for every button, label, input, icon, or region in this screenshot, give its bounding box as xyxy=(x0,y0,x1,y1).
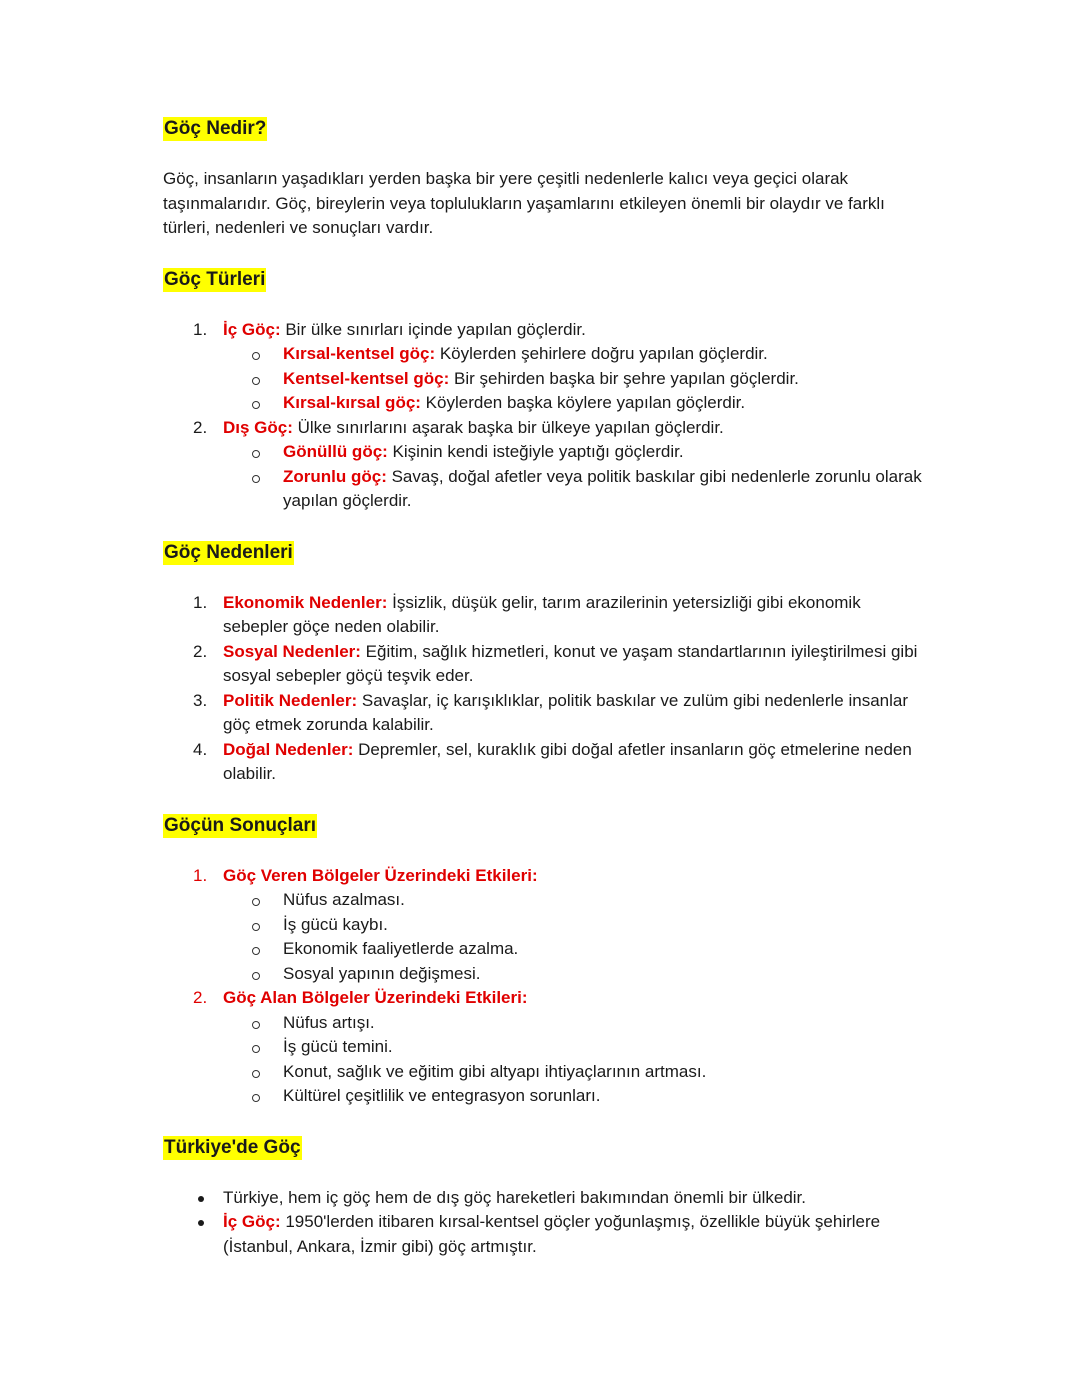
list-item xyxy=(163,640,923,689)
sub-list-item xyxy=(163,367,923,392)
section-heading-gocun-sonuclari: Göçün Sonuçları xyxy=(164,814,317,836)
term-description: Bir ülke sınırları içinde yapılan göçlerdir. xyxy=(280,319,586,339)
sub-list-item xyxy=(163,440,923,465)
term-label: Politik Nedenler: xyxy=(223,690,358,710)
list-item xyxy=(163,864,923,987)
term-label: Gönüllü göç: xyxy=(283,442,388,461)
term-description: Köylerden başka köylere yapılan göçlerdir. xyxy=(420,393,746,412)
circle-bullet-icon xyxy=(252,923,260,931)
sub-list-item xyxy=(163,342,923,367)
term-description: Bir şehirden başka bir şehre yapılan göçlerdir. xyxy=(449,368,799,388)
list-item xyxy=(163,1186,923,1211)
list-number: 4. xyxy=(193,739,208,759)
term-label: Göç Veren Bölgeler Üzerindeki Etkileri: xyxy=(223,865,538,885)
sub-list xyxy=(223,1011,923,1109)
sub-list-item xyxy=(163,1011,923,1036)
list-number: 1. xyxy=(193,592,208,612)
list-number: 1. xyxy=(193,319,208,339)
section-heading-goc-turleri: Göç Türleri xyxy=(164,268,266,290)
intro-paragraph: Göç, insanların yaşadıkları yerden başka bir yere çeşitli nedenlerle kalıcı veya geçici olarak taşınmalarıdır. Göç, bireylerin veya toplulukların yaşamlarını etkileyen önemli bir olaydır ve farklı türleri, nedenleri ve sonuçları vardır. xyxy=(163,169,885,237)
term-label: Sosyal Nedenler: xyxy=(223,641,361,661)
sub-item-text: İş gücü kaybı. xyxy=(283,914,388,934)
term-label: Göç Alan Bölgeler Üzerindeki Etkileri: xyxy=(223,988,528,1007)
term-description: 1950'lerden itibaren kırsal-kentsel göçler yoğunlaşmış, özellikle büyük şehirlere (İstanbul, Ankara, İzmir gibi) göç artmıştır. xyxy=(223,1212,881,1256)
sub-list-item xyxy=(163,1060,923,1085)
sub-list-item xyxy=(163,391,923,416)
section-heading-goc-nedir: Göç Nedir? xyxy=(164,118,267,139)
term-description: Depremler, sel, kuraklık gibi doğal afetler insanların göç etmelerine neden olabilir. xyxy=(223,739,912,783)
term-label: Dış Göç: xyxy=(223,417,293,437)
list-item xyxy=(163,986,923,1109)
list-item xyxy=(163,591,923,640)
circle-bullet-icon xyxy=(252,1094,260,1102)
list-item xyxy=(163,318,923,416)
sub-list-item xyxy=(163,1084,923,1109)
list-number: 2. xyxy=(193,641,208,661)
term-label: Zorunlu göç: xyxy=(283,466,387,486)
term-description: Türkiye, hem iç göç hem de dış göç hareketleri bakımından önemli bir ülkedir. xyxy=(223,1187,806,1207)
term-description: Kişinin kendi isteğiyle yaptığı göçlerdir. xyxy=(387,442,684,461)
circle-bullet-icon xyxy=(252,898,260,906)
section-heading-goc-nedenleri: Göç Nedenleri xyxy=(164,541,293,563)
list-number: 2. xyxy=(193,988,208,1007)
sub-item-text: Sosyal yapının değişmesi. xyxy=(283,963,481,983)
sub-item-text: Kültürel çeşitlilik ve entegrasyon sorunları. xyxy=(283,1086,601,1105)
term-label: Ekonomik Nedenler: xyxy=(223,592,388,612)
sub-item-text: Nüfus artışı. xyxy=(283,1012,375,1032)
term-label: Kırsal-kırsal göç: xyxy=(283,393,421,412)
term-description: Köylerden şehirlere doğru yapılan göçlerdir. xyxy=(435,344,768,363)
list-item xyxy=(163,689,923,738)
sub-item-text: Ekonomik faaliyetlerde azalma. xyxy=(283,939,519,958)
document-content xyxy=(163,117,923,1259)
sub-list xyxy=(223,440,923,514)
term-description: Savaşlar, iç karışıklıklar, politik baskılar ve zulüm gibi nedenlerle insanlar göç etmek zorunda kalabilir. xyxy=(223,690,908,734)
sub-list-item xyxy=(163,465,923,514)
list-number: 1. xyxy=(193,865,208,885)
bullet-icon xyxy=(198,1196,204,1202)
circle-bullet-icon xyxy=(252,1045,260,1053)
term-description: Eğitim, sağlık hizmetleri, konut ve yaşam standartlarının iyileştirilmesi gibi sosyal sebepler göçü teşvik eder. xyxy=(223,641,918,685)
circle-bullet-icon xyxy=(252,972,260,980)
term-label: İç Göç: xyxy=(223,1212,281,1231)
term-label: Doğal Nedenler: xyxy=(223,739,354,759)
list-item xyxy=(163,1210,923,1259)
circle-bullet-icon xyxy=(252,1070,260,1078)
gocun-sonuclari-list xyxy=(163,864,923,1109)
sub-list-item xyxy=(163,888,923,913)
bullet-icon xyxy=(198,1220,204,1226)
list-item xyxy=(163,416,923,514)
term-label: İç Göç: xyxy=(223,319,281,339)
sub-list-item xyxy=(163,913,923,938)
sub-item-text: İş gücü temini. xyxy=(283,1037,393,1056)
list-number: 3. xyxy=(193,690,208,710)
list-item xyxy=(163,738,923,787)
term-description: İşsizlik, düşük gelir, tarım arazilerinin yetersizliği gibi ekonomik sebepler göçe neden olabilir. xyxy=(223,592,861,636)
goc-nedenleri-list xyxy=(163,591,923,787)
circle-bullet-icon xyxy=(252,401,260,409)
sub-list-item xyxy=(163,1035,923,1060)
term-description: Ülke sınırlarını aşarak başka bir ülkeye yapılan göçlerdir. xyxy=(292,417,724,437)
sub-list xyxy=(223,888,923,986)
goc-turleri-list xyxy=(163,318,923,514)
term-description: Savaş, doğal afetler veya politik baskılar gibi nedenlerle zorunlu olarak yapılan göçlerdir. xyxy=(283,466,922,510)
sub-list xyxy=(223,342,923,416)
term-label: Kırsal-kentsel göç: xyxy=(283,344,436,363)
sub-item-text: Konut, sağlık ve eğitim gibi altyapı ihtiyaçlarının artması. xyxy=(283,1061,707,1081)
circle-bullet-icon xyxy=(252,352,260,360)
circle-bullet-icon xyxy=(252,377,260,385)
circle-bullet-icon xyxy=(252,450,260,458)
circle-bullet-icon xyxy=(252,475,260,483)
sub-list-item xyxy=(163,937,923,962)
circle-bullet-icon xyxy=(252,1021,260,1029)
term-label: Kentsel-kentsel göç: xyxy=(283,368,450,388)
section-heading-turkiyede-goc: Türkiye'de Göç xyxy=(164,1136,301,1158)
sub-list-item xyxy=(163,962,923,987)
circle-bullet-icon xyxy=(252,947,260,955)
turkiyede-goc-list xyxy=(163,1186,923,1260)
list-number: 2. xyxy=(193,417,208,437)
sub-item-text: Nüfus azalması. xyxy=(283,890,405,909)
